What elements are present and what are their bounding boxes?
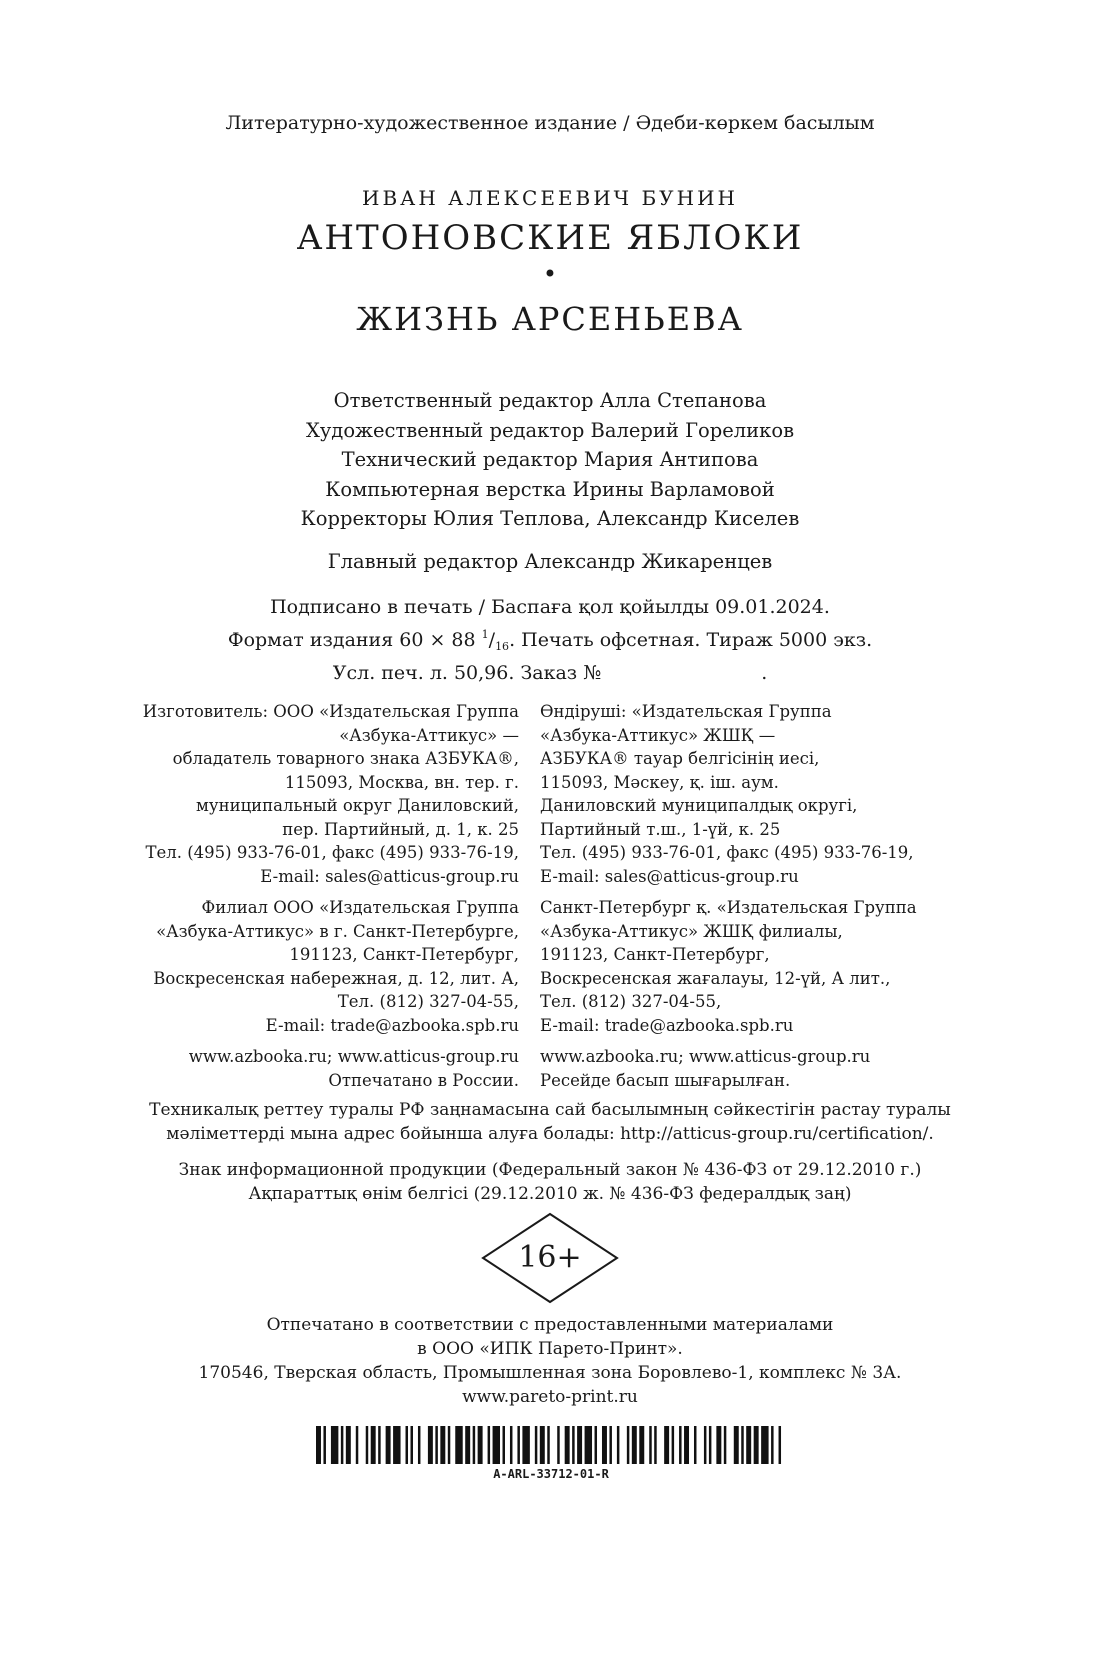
- info-line: Филиал ООО «Издательская Группа: [201, 898, 519, 917]
- barcode-bar: [684, 1426, 689, 1464]
- mark-line: Знак информационной продукции (Федеральный закон № 436-ФЗ от 29.12.2010 г.): [178, 1160, 922, 1180]
- credit-line: Художественный редактор Валерий Гореликов: [305, 418, 795, 442]
- info-line: Партийный т.ш., 1-үй, к. 25: [540, 819, 781, 839]
- branch-kz: [540, 896, 917, 1037]
- sheets-order: Усл. печ. л. 50,96. Заказ №: [332, 662, 602, 684]
- info-line: www.azbooka.ru; www.atticus-group.ru: [188, 1047, 519, 1066]
- info-line: «Азбука-Аттикус» —: [339, 725, 519, 745]
- info-line: обладатель товарного знака АЗБУКА®,: [172, 749, 519, 768]
- info-line: www.azbooka.ru; www.atticus-group.ru: [540, 1047, 871, 1066]
- barcode-bar: [565, 1426, 570, 1464]
- credit-line: Корректоры Юлия Теплова, Александр Киселев: [300, 507, 800, 530]
- info-line: E-mail: sales@atticus-group.ru: [260, 866, 519, 886]
- web-kz: [540, 1045, 917, 1092]
- info-line: Өндіруші: «Издательская Группа: [540, 702, 832, 721]
- format-suffix: . Печать офсетная. Тираж 5000 экз.: [509, 629, 873, 651]
- barcode-bar: [602, 1426, 607, 1464]
- barcode-bar: [465, 1426, 470, 1464]
- barcode-bar: [393, 1426, 400, 1464]
- cert-line: Техникалық реттеу туралы РФ заңнамасына сай басылымның сәйкестігін растау туралы: [149, 1100, 951, 1120]
- info-line: 191123, Санкт-Петербург,: [540, 945, 770, 964]
- barcode-bar: [654, 1426, 656, 1464]
- barcode-bar: [406, 1426, 408, 1464]
- barcode-bar: [639, 1426, 644, 1464]
- barcode-bar: [779, 1426, 781, 1464]
- barcode-bar: [366, 1426, 368, 1464]
- barcode-bar: [478, 1426, 483, 1464]
- info-line: «Азбука-Аттикус» в г. Санкт-Петербурге,: [156, 921, 519, 941]
- barcode-bar: [595, 1426, 597, 1464]
- barcode-bar: [754, 1426, 759, 1464]
- barcode-bar: [517, 1426, 519, 1464]
- web-ru: [143, 1045, 519, 1092]
- barcode-bar: [510, 1426, 512, 1464]
- barcode-bar: [428, 1426, 433, 1464]
- info-line: E-mail: trade@azbooka.spb.ru: [265, 1015, 519, 1035]
- print-info: [0, 594, 1100, 687]
- barcode-bar: [709, 1426, 711, 1464]
- barcode-bar: [540, 1426, 545, 1464]
- publisher-info-ru: [143, 700, 519, 1092]
- barcode-bar: [371, 1426, 376, 1464]
- format-numerator: 1: [481, 628, 489, 641]
- credit-line: Компьютерная верстка Ирины Варламовой: [325, 477, 775, 501]
- info-line: 115093, Москва, вн. тер. г.: [284, 772, 519, 792]
- barcode-bar: [473, 1426, 475, 1464]
- barcode-bar: [493, 1426, 500, 1464]
- barcode-icon: [316, 1426, 786, 1464]
- title-separator-bullet: •: [542, 260, 558, 288]
- barcode-bar: [435, 1426, 437, 1464]
- printed-line: 170546, Тверская область, Промышленная зона Боровлево-1, комплекс № 3А.: [198, 1363, 902, 1383]
- credit-line: Технический редактор Мария Антипова: [341, 448, 759, 471]
- barcode-bar: [547, 1426, 549, 1464]
- barcode-bar: [341, 1426, 343, 1464]
- barcode-bar: [716, 1426, 721, 1464]
- barcode-bar: [331, 1426, 338, 1464]
- info-line: пер. Партийный, д. 1, к. 25: [282, 819, 519, 839]
- certification-note: [0, 1098, 1100, 1146]
- barcode-bar: [577, 1426, 582, 1464]
- info-line: Тел. (495) 933-76-01, факс (495) 933-76-19,: [540, 843, 914, 862]
- info-line: Воскресенская жағалауы, 12-үй, А лит.,: [540, 968, 891, 988]
- cert-line: мәліметтерді мына адрес бойынша алуға болады: http://atticus-group.ru/certification/.: [166, 1124, 934, 1144]
- info-line: Тел. (812) 327-04-55,: [337, 992, 519, 1011]
- info-line: E-mail: sales@atticus-group.ru: [540, 866, 799, 886]
- barcode-bar: [448, 1426, 450, 1464]
- barcode-bar: [440, 1426, 445, 1464]
- barcode-bar: [679, 1426, 681, 1464]
- sheets-end: .: [761, 662, 768, 684]
- info-product-mark: [0, 1158, 1100, 1206]
- barcode-bar: [378, 1426, 380, 1464]
- barcode-bar: [356, 1426, 358, 1464]
- format-denominator: 16: [495, 640, 510, 653]
- barcode-bar: [316, 1426, 321, 1464]
- info-line: Изготовитель: ООО «Издательская Группа: [142, 702, 519, 721]
- info-line: АЗБУКА® тауар белгісінің иесі,: [540, 749, 820, 768]
- barcode-bar: [664, 1426, 669, 1464]
- barcode-bar: [522, 1426, 529, 1464]
- info-line: «Азбука-Аттикус» ЖШҚ филиалы,: [540, 921, 843, 941]
- info-line: E-mail: trade@azbooka.spb.ru: [540, 1015, 794, 1035]
- barcode-bar: [627, 1426, 629, 1464]
- publisher-info-kz: [540, 700, 917, 1092]
- sheets-line: [0, 660, 1100, 687]
- signed-to-print: Подписано в печать / Баспаға қол қойылды 09.01.2024.: [270, 596, 830, 618]
- info-line: Даниловский муниципалдық округі,: [540, 796, 858, 815]
- chief-editor: Главный редактор Александр Жикаренцев: [327, 550, 773, 573]
- barcode-bar: [746, 1426, 751, 1464]
- barcode-bar: [557, 1426, 559, 1464]
- info-line: Воскресенская набережная, д. 12, лит. А,: [153, 968, 519, 988]
- barcode-bar: [535, 1426, 537, 1464]
- barcode-bar: [694, 1426, 696, 1464]
- barcode-bar: [455, 1426, 462, 1464]
- barcode-bar: [771, 1426, 773, 1464]
- info-line: Отпечатано в России.: [328, 1070, 519, 1090]
- series-label: Литературно-художественное издание / Әдеби-көркем басылым: [225, 112, 875, 134]
- info-line: 115093, Мәскеу, қ. іш. аум.: [540, 772, 779, 792]
- barcode-bar: [411, 1426, 413, 1464]
- info-line: Тел. (495) 933-76-01, факс (495) 933-76-19,: [145, 843, 519, 862]
- printed-line: www.pareto-print.ru: [462, 1387, 638, 1407]
- barcode-bar: [346, 1426, 351, 1464]
- barcode-bar: [585, 1426, 592, 1464]
- info-line: «Азбука-Аттикус» ЖШҚ —: [540, 725, 776, 745]
- branch-ru: [143, 896, 519, 1037]
- printed-line: Отпечатано в соответствии с предоставленными материалами: [266, 1315, 834, 1335]
- printing-house-info: [0, 1313, 1100, 1409]
- barcode-bar: [741, 1426, 743, 1464]
- barcode-bar: [386, 1426, 391, 1464]
- barcode-bar: [761, 1426, 768, 1464]
- barcode-bar: [503, 1426, 505, 1464]
- age-rating-text: 16+: [518, 1240, 582, 1275]
- barcode-bar: [323, 1426, 325, 1464]
- barcode-bar: [609, 1426, 611, 1464]
- author-name: ИВАН АЛЕКСЕЕВИЧ БУНИН: [362, 186, 738, 210]
- book-title-main: АНТОНОВСКИЕ ЯБЛОКИ: [296, 218, 804, 258]
- info-line: Санкт-Петербург қ. «Издательская Группа: [540, 898, 917, 917]
- editorial-credits: [0, 386, 1100, 534]
- barcode-bar: [649, 1426, 651, 1464]
- barcode-code: A-ARL-33712-01-R: [493, 1467, 609, 1481]
- info-line: Ресейде басып шығарылған.: [540, 1070, 791, 1090]
- barcode-bar: [734, 1426, 739, 1464]
- barcode-bar: [418, 1426, 420, 1464]
- manufacturer-ru: [143, 700, 519, 888]
- manufacturer-kz: [540, 700, 917, 888]
- format-line: Формат издания 60 × 88 $^1/_{16}$. Печать офсетная. Тираж 5000 экз.: [227, 628, 873, 653]
- credit-line: Ответственный редактор Алла Степанова: [333, 389, 767, 412]
- age-rating-badge: [481, 1212, 619, 1304]
- barcode-bar: [617, 1426, 619, 1464]
- barcode-bar: [632, 1426, 637, 1464]
- format-prefix: Формат издания 60 × 88: [227, 629, 476, 651]
- mark-line: Ақпараттық өнім белгісі (29.12.2010 ж. № 436-ФЗ федералдық заң): [248, 1184, 852, 1204]
- info-line: 191123, Санкт-Петербург,: [289, 945, 519, 964]
- book-title-second: ЖИЗНЬ АРСЕНЬЕВА: [356, 300, 744, 338]
- barcode-bar: [672, 1426, 674, 1464]
- barcode-bar: [572, 1426, 574, 1464]
- printed-line: в ООО «ИПК Парето-Принт».: [417, 1339, 683, 1359]
- info-line: муниципальный округ Даниловский,: [196, 796, 519, 815]
- info-line: Тел. (812) 327-04-55,: [540, 992, 722, 1011]
- barcode-bar: [724, 1426, 726, 1464]
- barcode-bar: [488, 1426, 490, 1464]
- barcode-bar: [704, 1426, 706, 1464]
